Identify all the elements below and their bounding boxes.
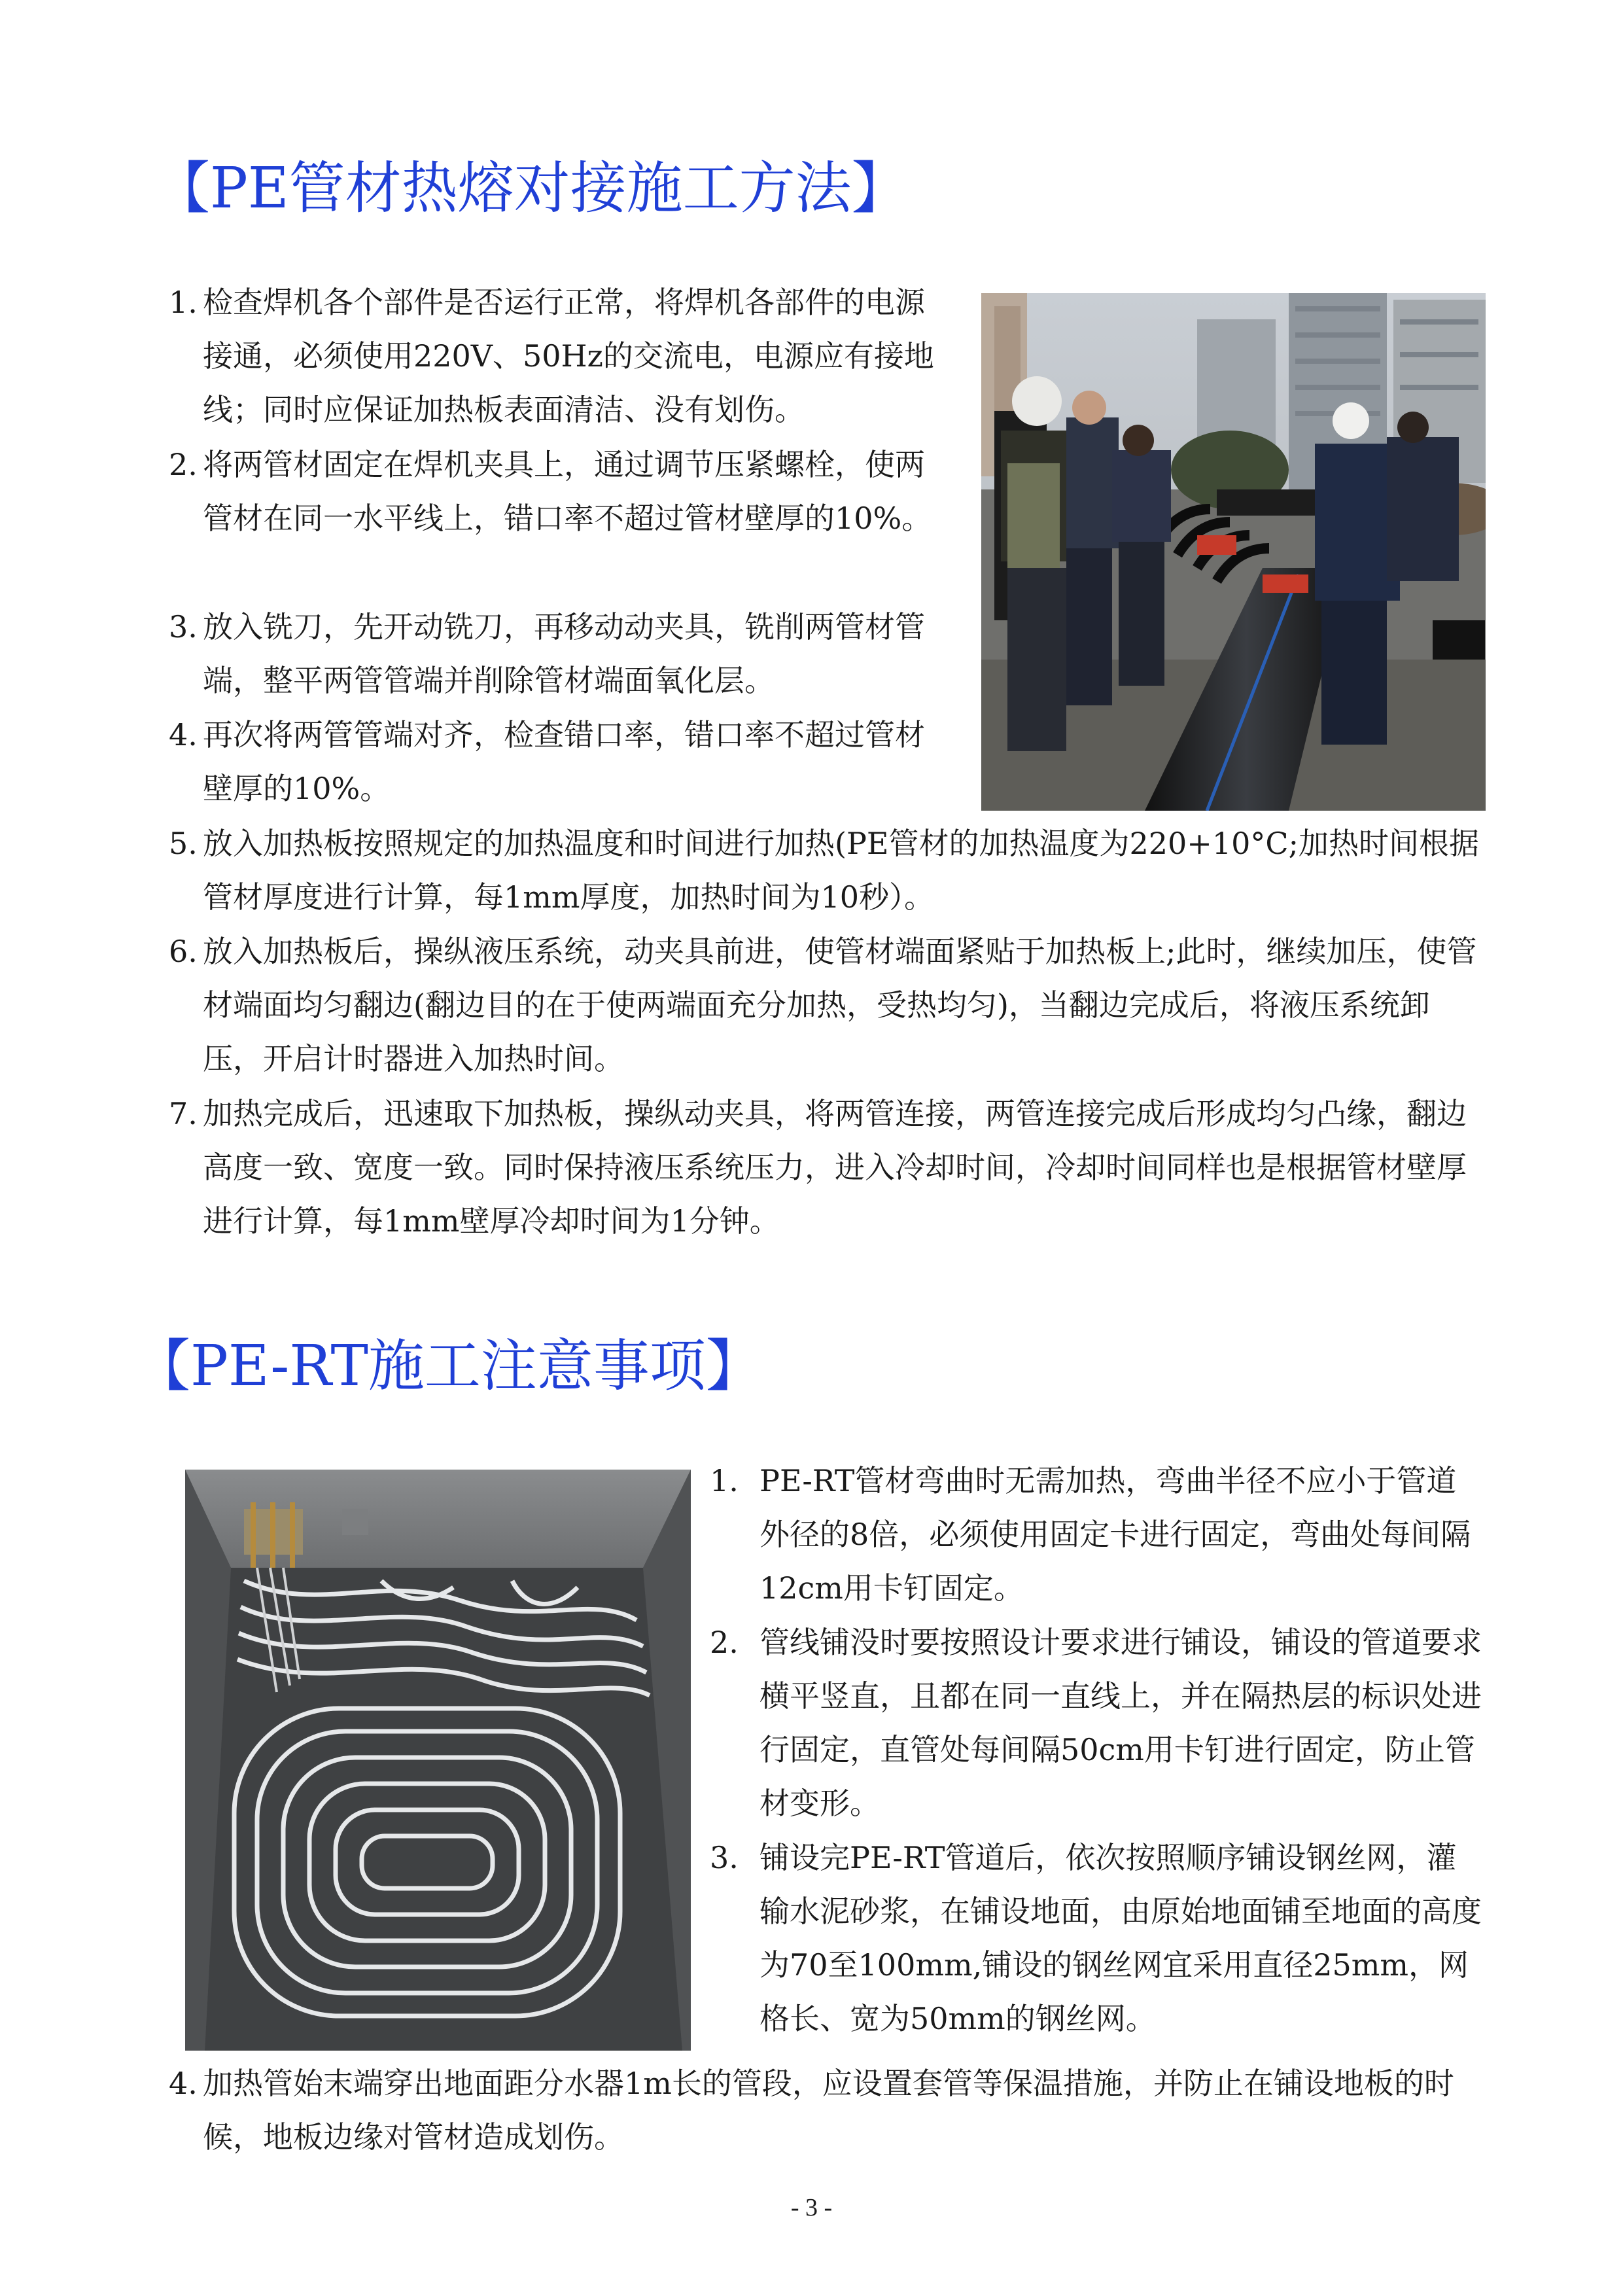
method-step-1 [169, 275, 954, 436]
step-number: 3. [169, 609, 198, 645]
method-step-7 [169, 1087, 1484, 1248]
step-number: 4. [169, 717, 198, 752]
step-text: 放入加热板按照规定的加热温度和时间进行加热(PE管材的加热温度为220+10°C;加热时间根据管材厚度进行计算，每1mm厚度，加热时间为10秒）。 [203, 826, 1480, 915]
step-number: 6. [169, 934, 198, 969]
step-number: 2. [710, 1625, 739, 1660]
step-number: 5. [169, 826, 198, 861]
page-number: - 3 - [790, 2194, 833, 2221]
step-text: 再次将两管管端对齐，检查错口率，错口率不超过管材壁厚的10%。 [203, 717, 925, 806]
step-text: 放入加热板后，操纵液压系统，动夹具前进，使管材端面紧贴于加热板上;此时，继续加压，使管材端面均匀翻边(翻边目的在于使两端面充分加热，受热均匀)，当翻边完成后，将液压系统卸压，开启计时器进入加热时间。 [203, 934, 1477, 1076]
method-step-4 [169, 708, 954, 815]
step-text: 管线铺没时要按照设计要求进行铺设，铺设的管道要求横平竖直，且都在同一直线上，并在隔热层的标识处进行固定，直管处每间隔50cm用卡钉进行固定，防止管材变形。 [759, 1625, 1482, 1821]
step-number: 1. [169, 285, 198, 320]
section1-title: 【PE管材热熔对接施工方法】 [154, 156, 908, 221]
pipe-welding-photo [981, 293, 1486, 811]
pert-step-1 [710, 1454, 1482, 1615]
pert-step-4 [169, 2057, 1484, 2164]
step-text: PE-RT管材弯曲时无需加热，弯曲半径不应小于管道外径的8倍，必须使用固定卡进行固定，弯曲处每间隔12cm用卡钉固定。 [759, 1463, 1471, 1606]
step-text: 检查焊机各个部件是否运行正常，将焊机各部件的电源接通，必须使用220V、50Hz的交流电，电源应有接地线；同时应保证加热板表面清洁、没有划伤。 [203, 285, 934, 427]
step-text: 放入铣刀，先开动铣刀，再移动动夹具，铣削两管材管端，整平两管管端并削除管材端面氧化层。 [203, 609, 925, 698]
method-step-6 [169, 925, 1484, 1086]
step-text: 加热管始末端穿出地面距分水器1m长的管段，应设置套管等保温措施，并防止在铺设地板的时候，地板边缘对管材造成划伤。 [203, 2066, 1454, 2155]
step-text: 将两管材固定在焊机夹具上，通过调节压紧螺栓，使两管材在同一水平线上，错口率不超过管材壁厚的10%。 [203, 447, 932, 536]
step-number: 1. [710, 1463, 739, 1498]
step-text: 加热完成后，迅速取下加热板，操纵动夹具，将两管连接，两管连接完成后形成均匀凸缘，翻边高度一致、宽度一致。同时保持液压系统压力，进入冷却时间，冷却时间同样也是根据管材壁厚进行计算，每1mm壁厚冷却时间为1分钟。 [203, 1096, 1467, 1239]
method-step-2 [169, 438, 954, 545]
section2-title: 【PE-RT施工注意事项】 [134, 1333, 762, 1399]
floor-heating-pipes-photo [185, 1470, 691, 2051]
pert-step-3 [710, 1831, 1482, 2045]
method-step-3 [169, 600, 954, 707]
method-step-5 [169, 817, 1484, 924]
step-number: 2. [169, 447, 198, 482]
step-number: 7. [169, 1096, 198, 1131]
step-number: 3. [710, 1840, 739, 1875]
step-number: 4. [169, 2066, 198, 2101]
pert-step-2 [710, 1616, 1482, 1830]
step-text: 铺设完PE-RT管道后，依次按照顺序铺设钢丝网，灌 输水泥砂浆，在铺设地面，由原始地面铺至地面的高度为70至100mm,铺设的钢丝网宜采用直径25mm，网格长、宽为50mm的钢丝网。 [759, 1840, 1482, 2036]
